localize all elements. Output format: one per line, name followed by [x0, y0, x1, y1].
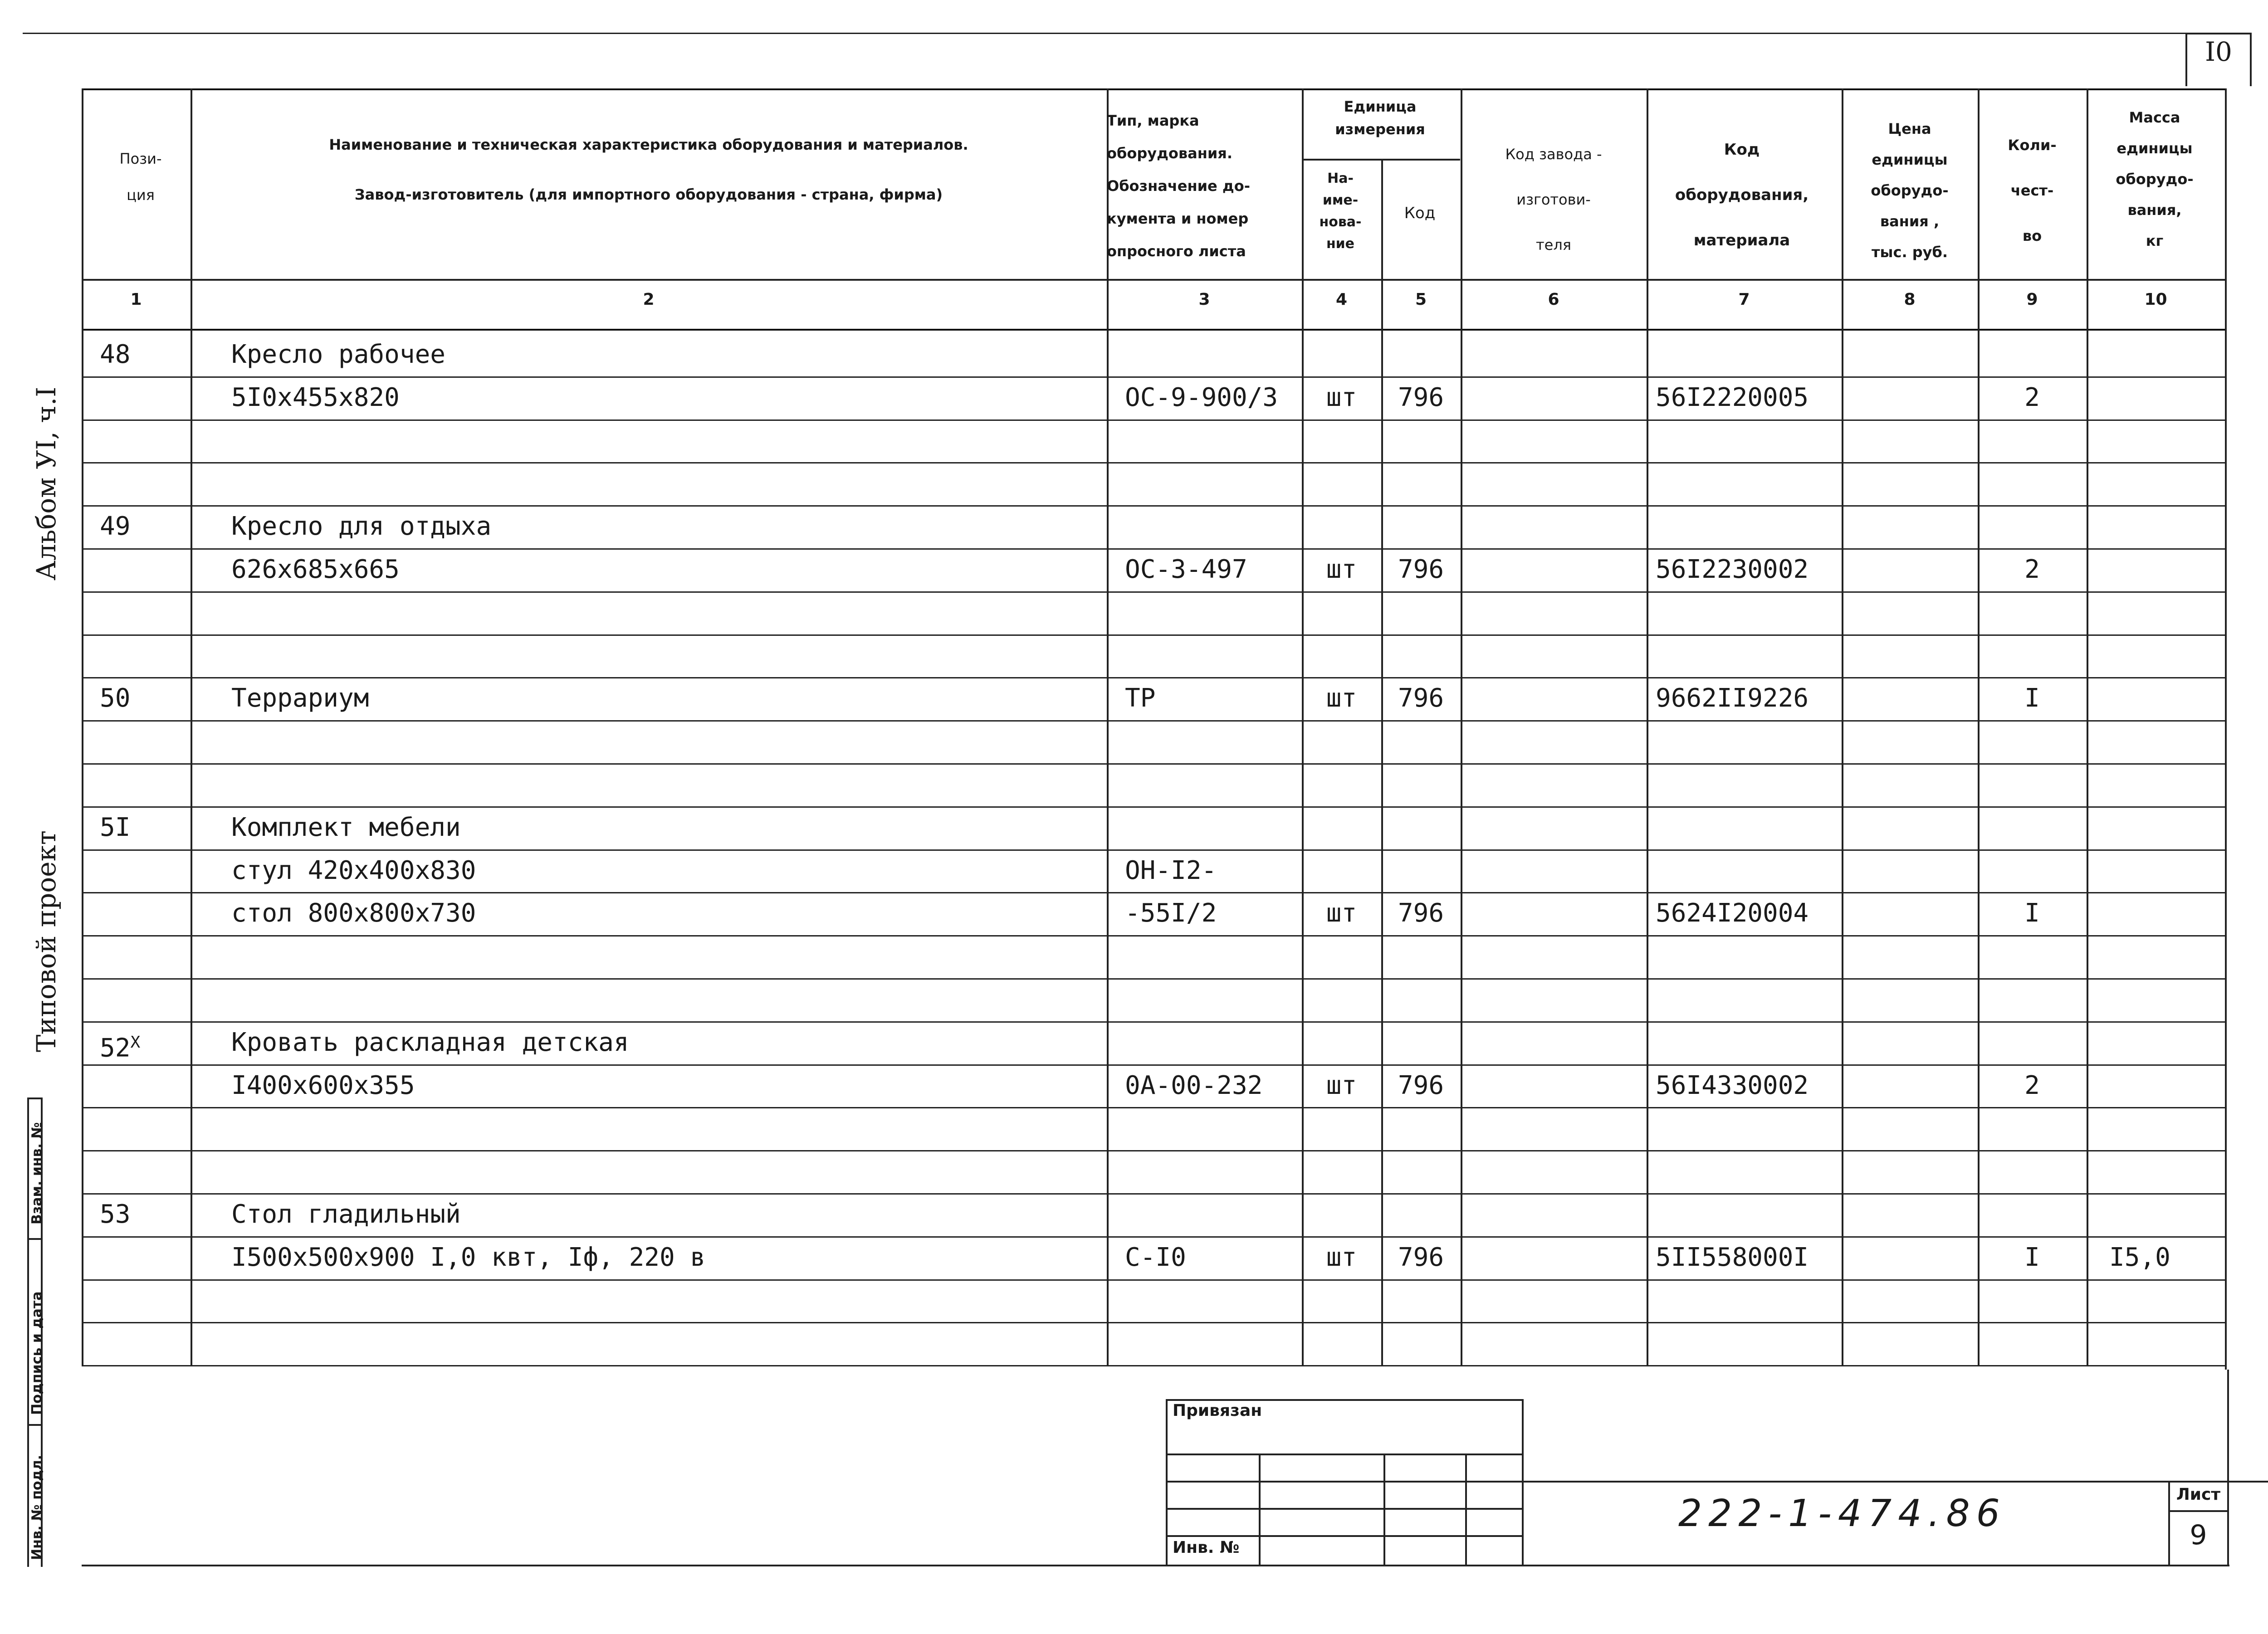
row-type: ОН-I2-: [1125, 856, 1217, 885]
h9-line-2: чест-: [2010, 182, 2054, 199]
h4-line-4: ние: [1326, 236, 1355, 252]
column-border-7: [1842, 88, 1843, 1365]
h7-line-2: оборудования,: [1675, 186, 1809, 204]
left-stamp-divider-1: [27, 1097, 43, 1099]
row-position-superscript: X: [130, 1033, 141, 1052]
column-border-8: [1978, 88, 1980, 1365]
stamp-right-border: [1522, 1399, 1524, 1566]
column-number-6: 6: [1548, 290, 1559, 309]
row-unit-code: 796: [1398, 683, 1444, 713]
side-label-podpis: Подпись и дата: [29, 1291, 45, 1415]
row-mass: I5,0: [2109, 1243, 2170, 1272]
h3-line-4: кумента и номер: [1107, 210, 1249, 227]
row-unit: шт: [1326, 1071, 1357, 1100]
row-material-code: 9662II9226: [1656, 683, 1809, 713]
row-quantity: 2: [2024, 383, 2040, 412]
h3-line-5: опросного листа: [1107, 243, 1246, 260]
stamp-top-border: [1166, 1399, 1524, 1401]
h4-line-1: На-: [1327, 171, 1354, 186]
column-number-bottom-border: [82, 329, 2227, 331]
h10-line-4: вания,: [2127, 201, 2182, 219]
h10-line-5: кг: [2146, 232, 2164, 249]
row-border-7: [82, 634, 2227, 636]
row-material-code: 5624I20004: [1656, 898, 1809, 928]
row-unit: шт: [1326, 1243, 1357, 1272]
sheet-number: 9: [2190, 1519, 2207, 1551]
document-number: 222-1-474.86: [1678, 1492, 2006, 1535]
column-border-0: [82, 88, 83, 1365]
column-border-9: [2087, 88, 2088, 1365]
hu-line-1: Единица: [1344, 98, 1417, 115]
row-name: I400x600x355: [231, 1071, 415, 1100]
row-position: 50: [100, 683, 131, 713]
page-number-box-top: [2185, 33, 2252, 34]
h6-line-3: теля: [1535, 236, 1572, 254]
right-frame-continuation: [2225, 1365, 2227, 1370]
stamp-row-2: [1166, 1481, 2268, 1483]
header-units-group: [1302, 95, 1458, 141]
row-unit: шт: [1326, 683, 1357, 713]
row-border-23: [82, 1322, 2227, 1323]
row-type: -55I/2: [1125, 898, 1217, 928]
row-unit: шт: [1326, 383, 1357, 412]
h6-line-2: изготови-: [1516, 191, 1591, 208]
row-quantity: 2: [2024, 555, 2040, 584]
column-border-10: [2225, 88, 2227, 1365]
column-number-2: 2: [643, 290, 655, 309]
row-unit-code: 796: [1398, 1243, 1444, 1272]
row-type: ОС-3-497: [1125, 555, 1247, 584]
row-position: $52^X$: [100, 1033, 141, 1063]
h10-line-2: единицы: [2116, 140, 2193, 157]
hu-line-2: измерения: [1335, 121, 1425, 138]
row-name: Кресло для отдыха: [231, 512, 492, 541]
stamp-row-1: [1166, 1454, 1524, 1455]
h4-line-3: нова-: [1319, 214, 1362, 230]
side-label-inv-podl: Инв. № подл.: [29, 1454, 45, 1560]
column-number-4: 4: [1335, 290, 1348, 309]
sheet-box-divider: [2168, 1510, 2229, 1512]
header-price: [1842, 113, 1978, 268]
column-number-8: 8: [1904, 290, 1916, 309]
column-border-1: [191, 88, 192, 1365]
header-name-line2: Завод-изготовитель (для импортного оборудования - страна, фирма): [354, 186, 943, 203]
row-border-9: [82, 720, 2227, 722]
column-number-7: 7: [1738, 290, 1750, 309]
h3-line-3: Обозначение до-: [1107, 177, 1250, 195]
row-quantity: 2: [2024, 1071, 2040, 1100]
h7-line-1: Код: [1724, 141, 1760, 159]
row-material-code: 56I2220005: [1656, 383, 1809, 412]
row-unit: шт: [1326, 898, 1357, 928]
row-name: Кресло рабочее: [231, 340, 446, 369]
row-border-22: [82, 1279, 2227, 1281]
row-border-10: [82, 763, 2227, 765]
row-name: Комплект мебели: [231, 813, 461, 842]
column-border-5: [1461, 88, 1462, 1365]
row-position: 5I: [100, 813, 131, 842]
row-border-18: [82, 1107, 2227, 1108]
row-type: 0А-00-232: [1125, 1071, 1263, 1100]
column-border-2: [1107, 88, 1109, 1365]
side-label-album: Альбом УI, ч.I: [31, 386, 62, 580]
row-quantity: I: [2024, 898, 2040, 928]
row-name: 5I0x455x820: [231, 383, 400, 412]
row-unit: шт: [1326, 555, 1357, 584]
stamp-row-3: [1166, 1508, 1524, 1510]
h8-line-2: единицы: [1872, 151, 1948, 168]
row-border-14: [82, 935, 2227, 937]
row-type: С-I0: [1125, 1243, 1186, 1272]
row-border-24: [82, 1365, 2227, 1366]
h8-line-4: вания ,: [1880, 213, 1940, 230]
stamp-col-1: [1259, 1454, 1261, 1566]
h4-line-2: име-: [1322, 192, 1359, 208]
header-unit-code: Код: [1404, 204, 1436, 222]
column-number-5: 5: [1415, 290, 1427, 309]
header-quantity: [1978, 122, 2087, 259]
row-border-19: [82, 1150, 2227, 1151]
row-name: I500x500x900 I,0 квт, Iф, 220 в: [231, 1243, 706, 1272]
stamp-inv-no: Инв. №: [1173, 1538, 1240, 1557]
column-border-3: [1302, 88, 1304, 1365]
header-material-code: [1647, 127, 1837, 263]
h7-line-3: материала: [1693, 231, 1790, 249]
row-name: стол 800x800x730: [231, 898, 476, 928]
header-manufacturer-code: [1461, 132, 1647, 268]
header-position: Пози- ция: [119, 150, 162, 204]
bottom-frame-line: [82, 1565, 2229, 1566]
h9-line-1: Коли-: [2008, 137, 2057, 154]
row-position: 48: [100, 340, 131, 369]
top-frame-line: [23, 33, 2186, 34]
header-type: [1107, 104, 1297, 268]
sheet-label: Лист: [2176, 1485, 2221, 1504]
header-bottom-border: [82, 279, 2227, 281]
column-number-3: 3: [1198, 290, 1210, 309]
h10-line-1: Масса: [2129, 109, 2180, 126]
row-quantity: I: [2024, 1243, 2040, 1272]
row-quantity: I: [2024, 683, 2040, 713]
side-label-project: Типовой проект: [31, 830, 62, 1052]
row-border-6: [82, 591, 2227, 593]
row-name: Кровать раскладная детская: [231, 1028, 629, 1057]
column-border-4: [1381, 159, 1383, 1365]
row-border-15: [82, 978, 2227, 980]
row-unit-code: 796: [1398, 898, 1444, 928]
h3-line-1: Тип, марка: [1107, 112, 1199, 129]
table-top-border: [82, 88, 2227, 90]
stamp-col-3: [1465, 1454, 1467, 1566]
row-material-code: 5II558000I: [1656, 1243, 1809, 1272]
h8-line-5: тыс. руб.: [1871, 244, 1948, 261]
h6-line-1: Код завода -: [1505, 146, 1602, 163]
stamp-left-border: [1166, 1399, 1168, 1566]
h10-line-3: оборудо-: [2116, 171, 2194, 188]
h9-line-3: во: [2022, 227, 2042, 244]
page-number-top: I0: [2205, 36, 2232, 67]
left-stamp-divider-2: [27, 1238, 43, 1240]
row-name: Стол гладильный: [231, 1200, 461, 1229]
h8-line-3: оборудо-: [1871, 182, 1949, 199]
row-material-code: 56I2230002: [1656, 555, 1809, 584]
row-border-2: [82, 419, 2227, 421]
row-name: 626x685x665: [231, 555, 400, 584]
stamp-row-4: [1166, 1535, 1524, 1537]
stamp-privyazan: Привязан: [1173, 1401, 1262, 1420]
column-number-9: 9: [2026, 290, 2038, 309]
column-number-1: 1: [130, 290, 142, 309]
row-name: стул 420x400x830: [231, 856, 476, 885]
row-unit-code: 796: [1398, 383, 1444, 412]
row-position: 49: [100, 512, 131, 541]
row-unit-code: 796: [1398, 555, 1444, 584]
header-unit-name: [1302, 168, 1379, 255]
row-border-3: [82, 462, 2227, 463]
column-border-6: [1647, 88, 1648, 1365]
row-position: 53: [100, 1200, 131, 1229]
left-stamp-divider-3: [27, 1424, 43, 1426]
row-type: ТР: [1125, 683, 1156, 713]
h8-line-1: Цена: [1888, 120, 1931, 137]
row-name: Террариум: [231, 683, 369, 713]
header-mass: [2087, 102, 2223, 256]
column-number-10: 10: [2144, 290, 2167, 309]
row-material-code: 56I4330002: [1656, 1071, 1809, 1100]
side-label-vzam: Взам. инв. №: [29, 1122, 45, 1224]
row-unit-code: 796: [1398, 1071, 1444, 1100]
header-name-line1: Наименование и техническая характеристика оборудования и материалов.: [329, 136, 968, 153]
row-type: ОС-9-900/3: [1125, 383, 1278, 412]
h3-line-2: оборудования.: [1107, 145, 1232, 162]
stamp-col-2: [1383, 1454, 1385, 1566]
